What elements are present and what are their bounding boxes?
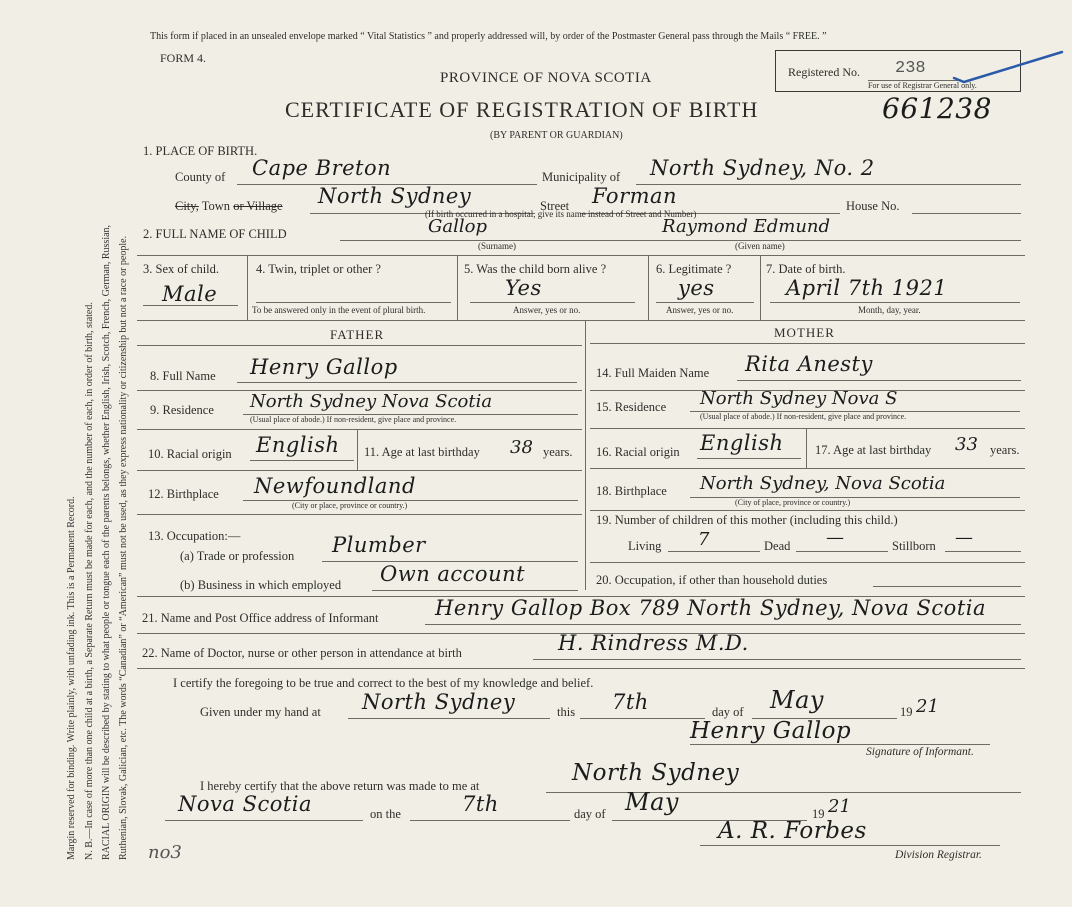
dead-label: Dead	[764, 539, 791, 553]
on-the-label: on the	[370, 807, 401, 821]
father-business-value: Own account	[380, 562, 526, 586]
father-birthplace-label: 12. Birthplace	[148, 487, 219, 501]
birth-date-label: 7. Date of birth.	[766, 262, 846, 276]
stillborn-label: Stillborn	[892, 539, 936, 553]
registrar-signature-caption: Division Registrar.	[895, 849, 982, 861]
form-number: FORM 4.	[160, 51, 207, 65]
municipality-value: North Sydney, No. 2	[650, 156, 875, 180]
registrar-day-of-label: day of	[574, 807, 606, 821]
county-label: County of	[175, 170, 226, 184]
mother-residence-label: 15. Residence	[596, 400, 667, 414]
father-name-value: Henry Gallop	[250, 355, 398, 379]
mother-children-label: 19. Number of children of this mother (including this child.)	[596, 513, 898, 527]
certification-statement: I certify the foregoing to be true and correct to the best of my knowledge and belief.	[173, 676, 594, 690]
child-name-label: 2. FULL NAME OF CHILD	[143, 227, 287, 241]
father-business-label: (b) Business in which employed	[180, 578, 342, 592]
father-age-label: 11. Age at last birthday	[364, 445, 480, 459]
given-year-prefix: 19	[900, 705, 913, 719]
mother-race-value: English	[700, 431, 784, 455]
registrar-year-prefix: 19	[812, 807, 825, 821]
mother-heading: MOTHER	[774, 325, 835, 340]
street-label: Street	[540, 199, 570, 213]
father-trade-label: (a) Trade or profession	[180, 549, 295, 563]
surname-caption: (Surname)	[478, 241, 516, 251]
father-heading: FATHER	[330, 327, 385, 342]
living-value: 7	[698, 529, 710, 550]
informant-signature: Henry Gallop	[690, 718, 852, 744]
sex-label: 3. Sex of child.	[143, 262, 220, 276]
mother-age-label: 17. Age at last birthday	[815, 443, 932, 457]
child-given-name: Raymond Edmund	[662, 216, 831, 237]
hospital-note: (If birth occurred in a hospital, give its name instead of Street and Number)	[425, 209, 697, 219]
father-race-label: 10. Racial origin	[148, 447, 232, 461]
mother-residence-note: (Usual place of abode.) If non-resident, give place and province.	[700, 412, 907, 421]
given-year: 21	[916, 696, 939, 717]
province-title: PROVINCE OF NOVA SCOTIA	[440, 70, 652, 86]
birth-date-note: Month, day, year.	[858, 305, 921, 315]
registered-label: Registered No.	[788, 65, 860, 79]
twin-label: 4. Twin, triplet or other ?	[256, 262, 381, 276]
registrar-day: 7th	[462, 792, 499, 816]
registrar-place: North Sydney	[572, 760, 740, 786]
sex-value: Male	[162, 282, 218, 306]
father-birthplace-value: Newfoundland	[254, 474, 416, 498]
registrar-signature: A. R. Forbes	[718, 818, 867, 844]
legitimate-note: Answer, yes or no.	[666, 305, 734, 315]
house-label: House No.	[846, 199, 900, 213]
side-note-racial-origin-cont: Ruthenian, Slovak, Galician, etc. The words “Canadian” or “American” must not be used, as they express nationality or citizenship but not a race or people.	[118, 235, 129, 860]
registrar-month: May	[625, 788, 679, 816]
child-surname: Gallop	[428, 216, 487, 237]
father-age-value: 38	[510, 437, 533, 458]
certificate-subtitle: (BY PARENT OR GUARDIAN)	[490, 130, 623, 141]
side-note-binding: Margin reserved for binding. Write plainly, with unfading ink. This is a Permanent Record.	[66, 496, 77, 860]
street-value: Forman	[592, 184, 678, 208]
doctor-value: H. Rindress M.D.	[558, 631, 749, 655]
mother-name-label: 14. Full Maiden Name	[596, 366, 710, 380]
given-label: Given under my hand at	[200, 705, 321, 719]
birth-date-value: April 7th 1921	[786, 276, 948, 300]
city-label: City, Town or Village	[175, 199, 283, 213]
side-note-multiple-births: N. B.—In case of more than one child at a birth, a Separate Return must be made for each, and the number of each, in order of birth, stated.	[84, 302, 95, 860]
given-place: North Sydney	[362, 690, 516, 714]
alive-note: Answer, yes or no.	[513, 305, 581, 315]
handwritten-number: 661238	[882, 92, 992, 125]
father-occupation-label: 13. Occupation:—	[148, 529, 241, 543]
father-residence-note: (Usual place of abode.) If non-resident, give place and province.	[250, 415, 457, 424]
informant-label: 21. Name and Post Office address of Informant	[142, 611, 379, 625]
mother-age-unit: years.	[990, 443, 1020, 457]
checkmark-icon	[950, 48, 1065, 88]
doctor-label: 22. Name of Doctor, nurse or other person in attendance at birth	[142, 646, 462, 660]
postal-notice: This form if placed in an unsealed envelope marked “ Vital Statistics ” and properly addressed will, by order of the Postmaster General pass through the Mails “ FREE. ”	[150, 31, 827, 42]
stillborn-value: —	[955, 527, 973, 548]
dead-value: —	[826, 527, 844, 548]
registrar-statement: I hereby certify that the above return was made to me at	[200, 779, 480, 793]
day-of-label: day of	[712, 705, 744, 719]
mother-birthplace-label: 18. Birthplace	[596, 484, 667, 498]
given-day: 7th	[612, 690, 649, 714]
informant-value: Henry Gallop Box 789 North Sydney, Nova Scotia	[435, 596, 986, 620]
given-month: May	[770, 686, 824, 714]
given-caption: (Given name)	[735, 241, 785, 251]
place-of-birth-section: 1. PLACE OF BIRTH.	[143, 144, 258, 158]
registrar-year: 21	[828, 796, 851, 817]
mother-birthplace-value: North Sydney, Nova Scotia	[700, 473, 946, 494]
legitimate-value: yes	[678, 276, 715, 300]
town-value: North Sydney	[318, 184, 472, 208]
municipality-label: Municipality of	[542, 170, 621, 184]
side-note-racial-origin: RACIAL ORIGIN will be described by stating to what people or tongue each of the parents belongs, whether English, Irish, Scotch, French, German, Russian,	[101, 224, 112, 860]
father-race-value: English	[256, 433, 340, 457]
father-name-label: 8. Full Name	[150, 369, 216, 383]
father-residence-label: 9. Residence	[150, 403, 214, 417]
registrar-place2: Nova Scotia	[178, 792, 313, 816]
mother-name-value: Rita Anesty	[745, 352, 873, 376]
alive-label: 5. Was the child born alive ?	[464, 262, 607, 276]
alive-value: Yes	[505, 276, 542, 300]
informant-signature-caption: Signature of Informant.	[866, 746, 974, 758]
mother-race-label: 16. Racial origin	[596, 445, 680, 459]
mother-occupation-label: 20. Occupation, if other than household duties	[596, 573, 828, 587]
father-age-unit: years.	[543, 445, 573, 459]
father-residence-value: North Sydney Nova Scotia	[250, 391, 493, 412]
legitimate-label: 6. Legitimate ?	[656, 262, 732, 276]
registered-note: For use of Registrar General only.	[868, 81, 977, 90]
mother-age-value: 33	[955, 434, 978, 455]
father-birthplace-note: (City or place, province or country.)	[292, 501, 408, 510]
this-label: this	[557, 705, 576, 719]
living-label: Living	[628, 539, 662, 553]
registered-value: 238	[895, 59, 926, 78]
county-value: Cape Breton	[252, 156, 392, 180]
certificate-title: CERTIFICATE OF REGISTRATION OF BIRTH	[285, 97, 759, 122]
father-trade-value: Plumber	[332, 533, 426, 557]
twin-note: To be answered only in the event of plural birth.	[252, 305, 426, 315]
mother-residence-value: North Sydney Nova S	[700, 388, 898, 409]
mother-birthplace-note: (City of place, province or country.)	[735, 498, 851, 507]
margin-mark: no3	[148, 842, 182, 863]
